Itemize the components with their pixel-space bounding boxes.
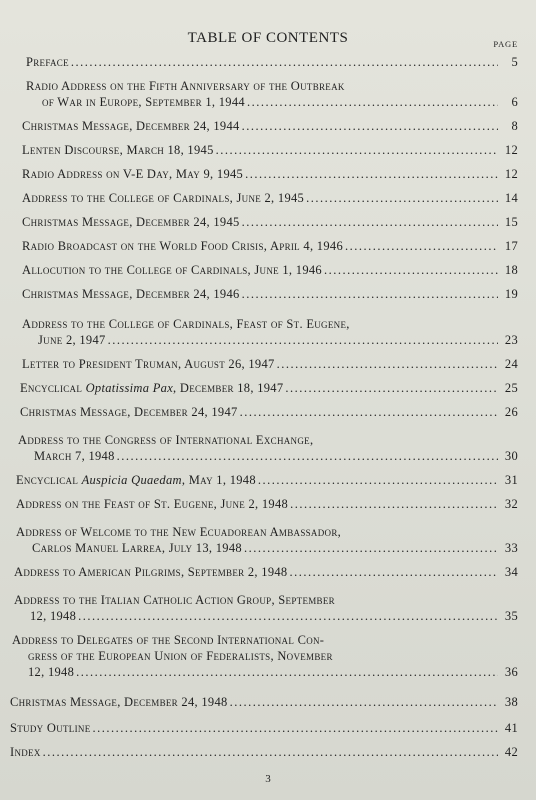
- toc-leader-dots: [289, 564, 498, 580]
- toc-leader-dots: [240, 404, 498, 420]
- toc-entry: [14, 592, 518, 624]
- toc-entry-text: Allocution to the College of Cardinals, June 1, 1946: [22, 263, 322, 277]
- toc-entry: [10, 694, 518, 710]
- toc-leader-dots: [324, 262, 498, 278]
- toc-entry-text: Address to the College of Cardinals, June 2, 1945: [22, 191, 305, 205]
- toc-page-number: 17: [504, 239, 518, 253]
- toc-page-number: 24: [504, 357, 518, 371]
- toc-page-number: 14: [504, 191, 518, 205]
- toc-leader-dots: [244, 540, 498, 556]
- toc-entry-text: Radio Broadcast on the World Food Crisis, April 4, 1946: [22, 239, 344, 253]
- toc-entry-text: Preface: [26, 55, 69, 69]
- toc-page-number: 23: [504, 333, 518, 347]
- toc-entry: [22, 214, 518, 230]
- toc-entry: [22, 262, 518, 278]
- toc-entry-text: gress of the European Union of Federalists, November: [28, 649, 333, 663]
- toc-entry-text: Christmas Message, December 24, 1946: [22, 287, 240, 301]
- toc-entry-text: Address on the Feast of St. Eugene, June 2, 1948: [16, 497, 289, 511]
- toc-entry: [26, 78, 518, 110]
- toc-entry: [12, 632, 518, 680]
- toc-entry: [18, 432, 518, 464]
- toc-entry-text: Letter to President Truman, August 26, 1947: [22, 357, 275, 371]
- toc-leader-dots: [247, 94, 498, 110]
- toc-entry-text: Address to the College of Cardinals, Feast of St. Eugene,: [22, 317, 350, 331]
- toc-page-number: 15: [504, 215, 518, 229]
- toc-entry: [10, 720, 518, 736]
- toc-leader-dots: [78, 608, 498, 624]
- toc-leader-dots: [230, 694, 498, 710]
- toc-entry-text: Index: [10, 745, 41, 759]
- toc-entry-text: Carlos Manuel Larrea, July 13, 1948: [32, 541, 242, 555]
- page-column-heading: PAGE: [493, 39, 518, 49]
- toc-entry-text: Lenten Discourse, March 18, 1945: [22, 143, 214, 157]
- toc-page-number: 36: [504, 665, 518, 679]
- toc-leader-dots: [245, 166, 498, 182]
- toc-page-number: 31: [504, 473, 518, 487]
- toc-leader-dots: [43, 744, 498, 760]
- toc-entry-text: Address to the Congress of International Exchange,: [18, 433, 314, 447]
- toc-entry-text: 12, 1948: [30, 609, 77, 623]
- toc-entry: [14, 564, 518, 580]
- toc-leader-dots: [277, 356, 498, 372]
- toc-entry-text: Radio Address on the Fifth Anniversary of the Outbreak: [26, 79, 345, 93]
- toc-entry: [10, 744, 518, 760]
- toc-leader-dots: [117, 448, 498, 464]
- toc-entry-text: Christmas Message, December 24, 1945: [22, 215, 240, 229]
- toc-page-number: 5: [511, 55, 518, 69]
- toc-page-number: 26: [504, 405, 518, 419]
- toc-page-number: 30: [504, 449, 518, 463]
- toc-entry-text: Radio Address on V-E Day, May 9, 1945: [22, 167, 244, 181]
- toc-page-number: 6: [511, 95, 518, 109]
- toc-leader-dots: [285, 380, 498, 396]
- toc-page-number: 8: [511, 119, 518, 133]
- toc-entry-text: Study Outline: [10, 721, 91, 735]
- toc-entry: [22, 356, 518, 372]
- toc-leader-dots: [93, 720, 499, 736]
- toc-entry-text: Address to the Italian Catholic Action Group, September: [14, 593, 335, 607]
- toc-entry: [22, 118, 518, 134]
- toc-page-number: 25: [504, 381, 518, 395]
- toc-page-number: 32: [504, 497, 518, 511]
- toc-leader-dots: [345, 238, 498, 254]
- toc-page-number: 34: [504, 565, 518, 579]
- toc-page-number: 12: [504, 143, 518, 157]
- toc-entry: [26, 54, 518, 70]
- toc-entry-text: March 7, 1948: [34, 449, 115, 463]
- toc-page-number: 41: [504, 721, 518, 735]
- toc-entry-text: June 2, 1947: [38, 333, 106, 347]
- toc-leader-dots: [242, 214, 498, 230]
- toc-page-number: 12: [504, 167, 518, 181]
- toc-entry: [20, 380, 518, 396]
- toc-entry-text: Address of Welcome to the New Ecuadorean Ambassador,: [16, 525, 342, 539]
- toc-entry: [22, 286, 518, 302]
- toc-entry: [20, 404, 518, 420]
- toc-leader-dots: [71, 54, 498, 70]
- toc-entry: [22, 142, 518, 158]
- toc-entry-text: Encyclical Optatissima Pax, December 18, 1947: [20, 381, 284, 395]
- toc-leader-dots: [216, 142, 498, 158]
- toc-entry: [22, 166, 518, 182]
- toc-page-number: 42: [504, 745, 518, 759]
- toc-entry: [22, 190, 518, 206]
- toc-entry-text: 12, 1948: [28, 665, 75, 679]
- toc-leader-dots: [258, 472, 498, 488]
- toc-entry-text: Christmas Message, December 24, 1948: [10, 695, 228, 709]
- toc-page-number: 18: [504, 263, 518, 277]
- toc-leader-dots: [242, 286, 498, 302]
- toc-page-number: 35: [504, 609, 518, 623]
- toc-entry-text: Address to Delegates of the Second International Con-: [12, 633, 325, 647]
- toc-page-number: 33: [504, 541, 518, 555]
- toc-page-number: 38: [504, 695, 518, 709]
- toc-entry: [22, 316, 518, 348]
- footer-page-number: 3: [265, 773, 271, 785]
- toc-leader-dots: [242, 118, 498, 134]
- toc-leader-dots: [76, 664, 498, 680]
- toc-entry-text: of War in Europe, September 1, 1944: [42, 95, 245, 109]
- toc-entry-text: Address to American Pilgrims, September 2, 1948: [14, 565, 288, 579]
- toc-page-number: 19: [504, 287, 518, 301]
- toc-entry: [16, 524, 518, 556]
- page-title: TABLE OF CONTENTS: [187, 30, 349, 46]
- toc-entry-text: Encyclical Auspicia Quaedam, May 1, 1948: [16, 473, 256, 487]
- toc-entry: [16, 496, 518, 512]
- toc-leader-dots: [108, 332, 498, 348]
- toc-entry: [16, 472, 518, 488]
- toc-entry: [22, 238, 518, 254]
- toc-leader-dots: [290, 496, 498, 512]
- toc-entry-text: Christmas Message, December 24, 1944: [22, 119, 240, 133]
- toc-entry-text: Christmas Message, December 24, 1947: [20, 405, 238, 419]
- toc-leader-dots: [306, 190, 498, 206]
